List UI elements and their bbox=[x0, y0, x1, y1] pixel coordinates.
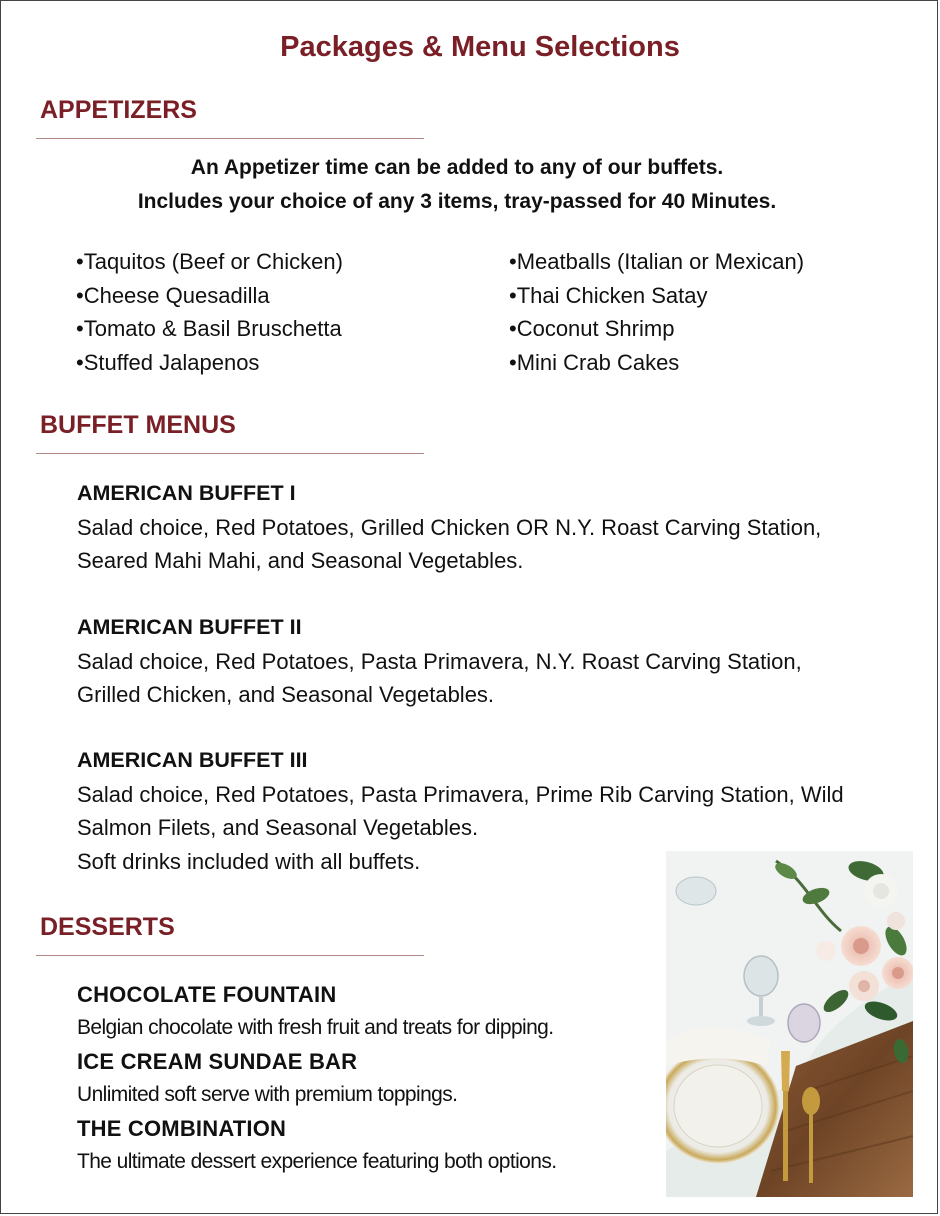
dessert-desc: The ultimate dessert experience featuring both options. bbox=[77, 1150, 557, 1174]
table-setting-photo bbox=[666, 851, 913, 1197]
appetizers-heading: APPETIZERS bbox=[40, 96, 197, 124]
buffet-desc-line: Salmon Filets, and Seasonal Vegetables. bbox=[77, 815, 479, 840]
appetizers-intro bbox=[1, 151, 913, 219]
appetizer-item: •Tomato & Basil Bruschetta bbox=[76, 316, 342, 341]
buffet-desc-line: Grilled Chicken, and Seasonal Vegetables. bbox=[77, 682, 495, 707]
dessert-name: CHOCOLATE FOUNTAIN bbox=[77, 982, 337, 1007]
appetizer-item: •Thai Chicken Satay bbox=[509, 282, 708, 308]
buffet-item-2 bbox=[77, 611, 802, 712]
buffets-divider bbox=[36, 453, 424, 454]
appetizer-item: •Meatballs (Italian or Mexican) bbox=[509, 249, 805, 274]
buffet-name: AMERICAN BUFFET I bbox=[77, 481, 296, 505]
buffet-desc-line: Salad choice, Red Potatoes, Grilled Chicken OR N.Y. Roast Carving Station, bbox=[77, 514, 822, 540]
appetizer-item: •Cheese Quesadilla bbox=[76, 282, 270, 308]
dessert-name: THE COMBINATION bbox=[77, 1115, 287, 1141]
appetizer-item: •Stuffed Jalapenos bbox=[76, 349, 260, 375]
dessert-name: ICE CREAM SUNDAE BAR bbox=[77, 1048, 358, 1074]
appetizers-intro-line-2: Includes your choice of any 3 items, tray-passed for 40 Minutes. bbox=[137, 190, 777, 213]
dessert-desc: Belgian chocolate with fresh fruit and treats for dipping. bbox=[77, 1016, 554, 1040]
appetizers-divider bbox=[36, 138, 424, 139]
buffet-name: AMERICAN BUFFET II bbox=[77, 615, 302, 639]
buffet-desc-line: Salad choice, Red Potatoes, Pasta Primavera, N.Y. Roast Carving Station, bbox=[77, 648, 802, 674]
buffet-name: AMERICAN BUFFET III bbox=[77, 748, 308, 772]
desserts-heading: DESSERTS bbox=[40, 913, 175, 941]
appetizers-intro-line-1: An Appetizer time can be added to any of our buffets. bbox=[190, 156, 724, 179]
appetizer-item: •Coconut Shrimp bbox=[509, 316, 675, 341]
appetizer-list-right bbox=[509, 245, 804, 379]
buffet-desc-line: Salad choice, Red Potatoes, Pasta Primavera, Prime Rib Carving Station, Wild bbox=[77, 781, 844, 807]
appetizer-item: •Mini Crab Cakes bbox=[509, 349, 680, 375]
page-title: Packages & Menu Selections bbox=[280, 31, 680, 63]
desserts-divider bbox=[36, 955, 424, 956]
dessert-desc: Unlimited soft serve with premium toppings. bbox=[77, 1083, 458, 1107]
buffets-heading: BUFFET MENUS bbox=[40, 411, 236, 439]
buffet-item-1 bbox=[77, 477, 821, 578]
appetizer-list-left bbox=[76, 245, 343, 379]
appetizer-item: •Taquitos (Beef or Chicken) bbox=[76, 249, 343, 274]
buffet-note: Soft drinks included with all buffets. bbox=[77, 848, 421, 874]
dessert-list bbox=[77, 978, 556, 1178]
buffet-desc-line: Seared Mahi Mahi, and Seasonal Vegetables. bbox=[77, 548, 524, 573]
